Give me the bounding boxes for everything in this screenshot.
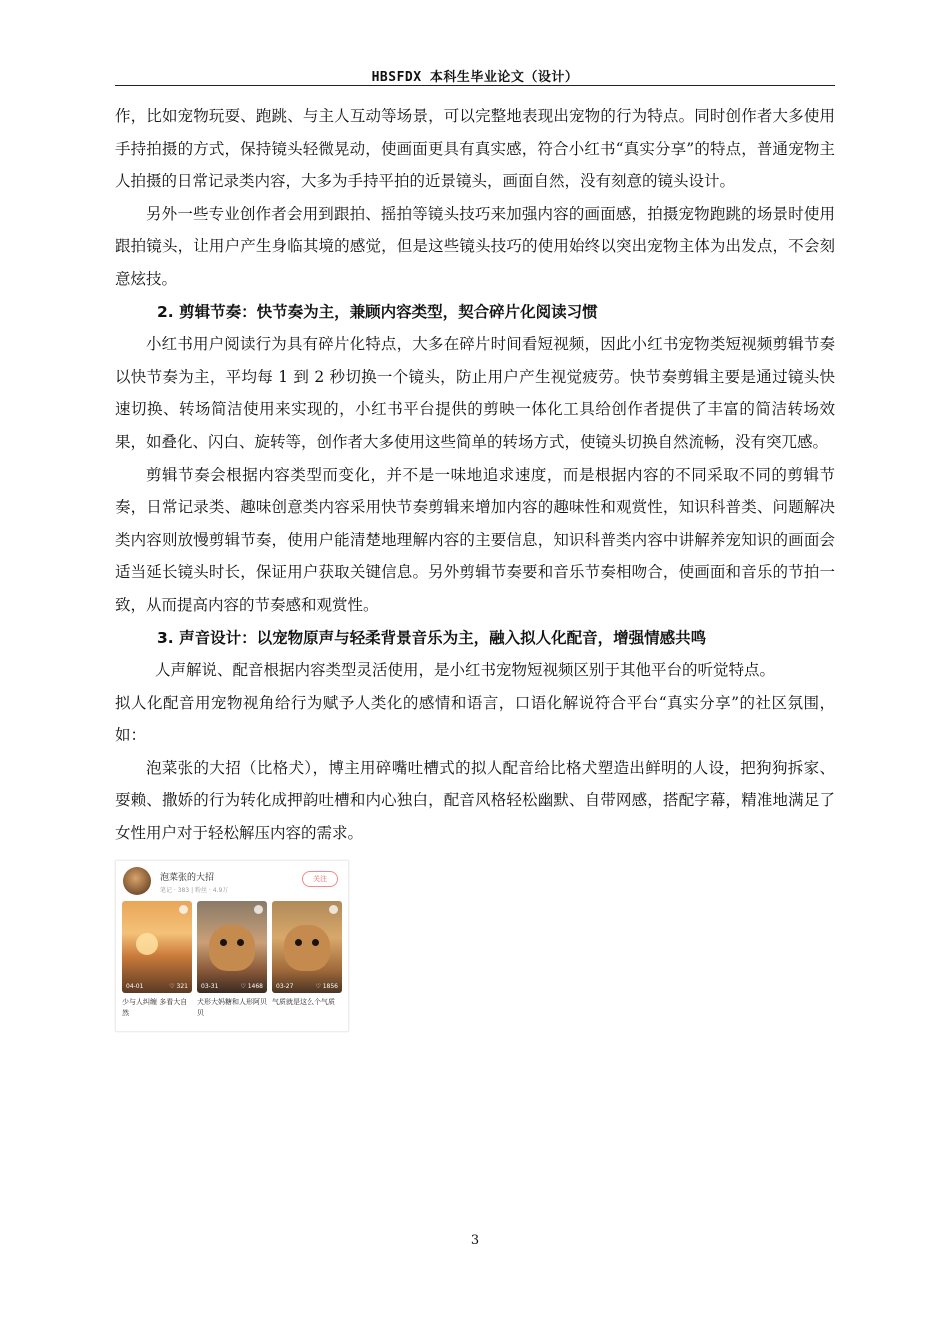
paragraph-3: 小红书用户阅读行为具有碎片化特点，大多在碎片时间看短视频，因此小红书宠物类短视频剪辑节奏以快节奏为主，平均每 1 到 2 秒切换一个镜头，防止用户产生视觉疲劳。快节奏剪辑主要是通过镜头快速切换、转场简洁使用来实现的，小红书平台提供的剪映一体化工具给创作者提供了丰富的简洁转场效果，如叠化、闪白、旋转等，创作者大多使用这些简单的转场方式，使镜头切换自然流畅，没有突兀感。 xyxy=(115,335,835,451)
page-number: 3 xyxy=(470,1233,480,1248)
sunset-image xyxy=(136,933,158,955)
video-likes: ♡ 321 xyxy=(169,982,188,990)
page-content xyxy=(115,100,835,1032)
video-caption: 犬形大妈糖和人形阿贝贝 xyxy=(197,997,267,1017)
profile-stats: 笔记 · 383 | 粉丝 · 4.9万 xyxy=(160,886,229,894)
paragraph-1: 作，比如宠物玩耍、跑跳、与主人互动等场景，可以完整地表现出宠物的行为特点。同时创作者大多使用手持拍摄的方式，保持镜头轻微晃动，使画面更具有真实感，符合小红书“真实分享”的特点，普通宠物主人拍摄的日常记录类内容，大多为手持平拍的近景镜头，画面自然，没有刻意的镜头设计。 xyxy=(115,107,835,191)
profile-screenshot-figure xyxy=(115,860,349,1032)
video-likes: ♡ 1468 xyxy=(240,982,263,990)
dog-image xyxy=(284,925,330,971)
video-likes: ♡ 1856 xyxy=(315,982,338,990)
running-header: HBSFDX 本科生毕业论文（设计） xyxy=(371,70,579,85)
video-thumbnail xyxy=(122,901,192,993)
video-date: 03-27 xyxy=(276,982,294,990)
paragraph-7: 泡菜张的大招（比格犬），博主用碎嘴吐槽式的拟人配音给比格犬塑造出鲜明的人设，把狗狗拆家、耍赖、撒娇的行为转化成押韵吐槽和内心独白，配音风格轻松幽默、自带网感，搭配字幕，精准地满足了女性用户对于轻松解压内容的需求。 xyxy=(115,758,835,843)
video-thumbnail xyxy=(197,901,267,993)
follow-button: 关注 xyxy=(302,871,338,887)
section-heading-3: 3. 声音设计：以宠物原声与轻柔背景音乐为主，融入拟人化配音，增强情感共鸣 xyxy=(157,628,707,647)
play-icon xyxy=(179,905,188,914)
video-caption: 气质就是这么个气质 xyxy=(272,997,335,1006)
paragraph-2: 另外一些专业创作者会用到跟拍、摇拍等镜头技巧来加强内容的画面感，拍摄宠物跑跳的场景时使用跟拍镜头，让用户产生身临其境的感觉，但是这些镜头技巧的使用始终以突出宠物主体为出发点，不会刻意炫技。 xyxy=(115,204,835,288)
video-thumbnail xyxy=(272,901,342,993)
play-icon xyxy=(254,905,263,914)
dog-image xyxy=(209,925,255,971)
profile-name: 泡菜张的大招 xyxy=(160,872,215,883)
video-date: 04-01 xyxy=(126,982,144,990)
section-heading-2: 2. 剪辑节奏：快节奏为主，兼顾内容类型，契合碎片化阅读习惯 xyxy=(157,302,598,321)
video-thumbnail-grid xyxy=(122,901,344,993)
video-date: 03-31 xyxy=(201,982,219,990)
header-rule xyxy=(115,85,835,86)
avatar xyxy=(123,867,151,895)
paragraph-5: 人声解说、配音根据内容类型灵活使用，是小红书宠物短视频区别于其他平台的听觉特点。 xyxy=(155,661,776,680)
paragraph-4: 剪辑节奏会根据内容类型而变化，并不是一味地追求速度，而是根据内容的不同采取不同的剪辑节奏，日常记录类、趣味创意类内容采用快节奏剪辑来增加内容的趣味性和观赏性，知识科普类、问题解决类内容则放慢剪辑节奏，使用户能清楚地理解内容的主要信息，知识科普类内容中讲解养宠知识的画面会适当延长镜头时长，保证用户获取关键信息。另外剪辑节奏要和音乐节奏相吻合，使画面和音乐的节拍一致，从而提高内容的节奏感和观赏性。 xyxy=(115,465,835,614)
play-icon xyxy=(329,905,338,914)
video-caption: 少与人纠缠 多看大自然 xyxy=(122,997,188,1017)
paragraph-6: 拟人化配音用宠物视角给行为赋予人类化的感情和语言，口语化解说符合平台“真实分享”的社区氛围，如： xyxy=(115,693,835,745)
